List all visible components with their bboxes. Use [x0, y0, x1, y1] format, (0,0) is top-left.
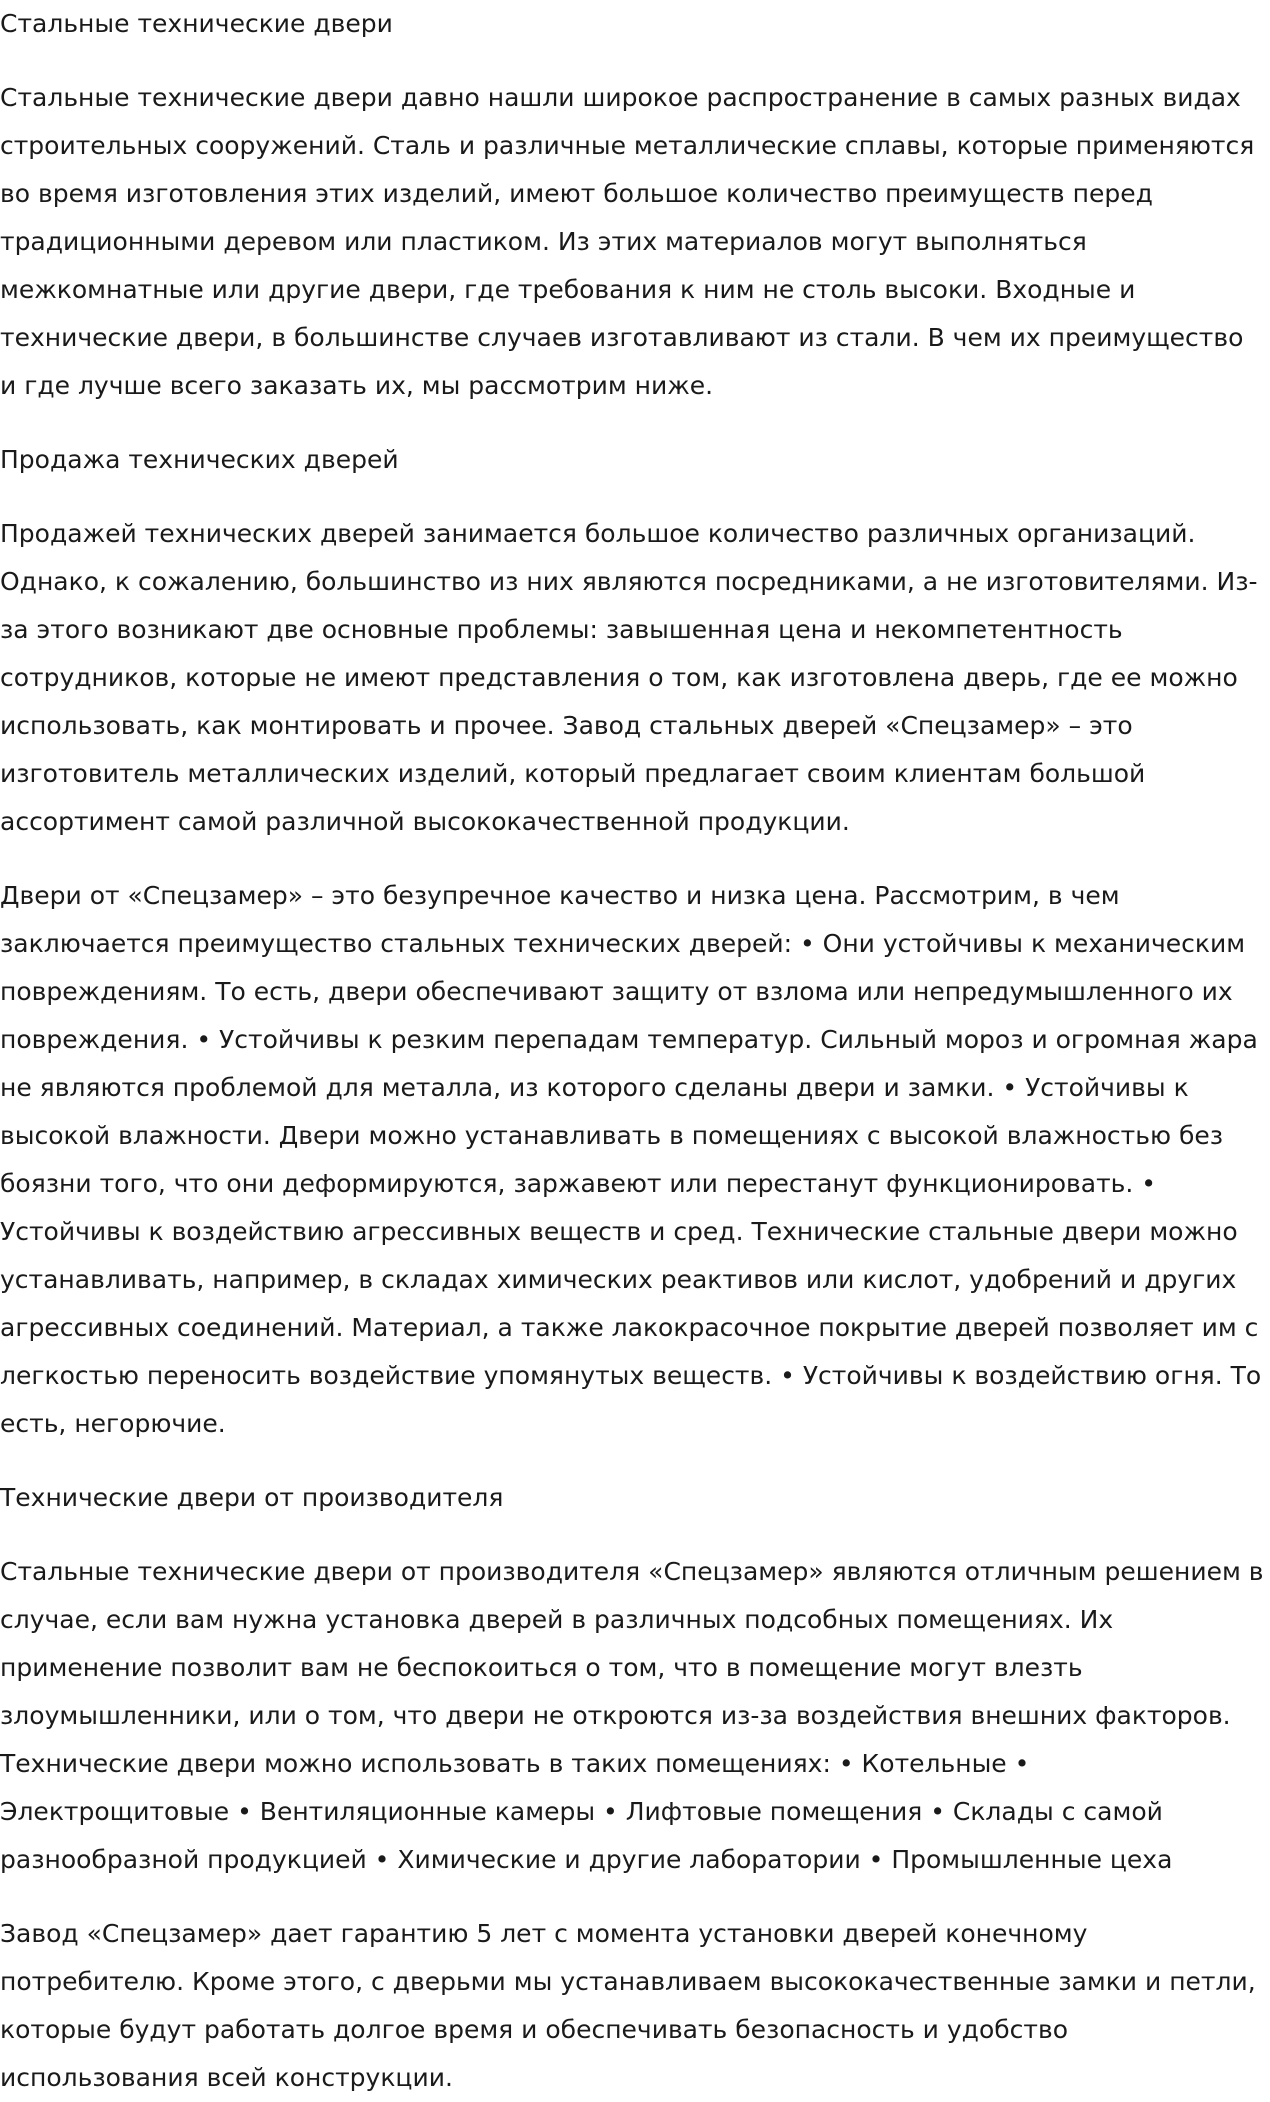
paragraph-intro: Стальные технические двери давно нашли широкое распространение в самых разных видах строительных сооружений. Сталь и различные металлические сплавы, которые применяются во время изготовления этих изделий, имеют большое количество преимуществ перед традиционными деревом или пластиком. Из этих материалов могут выполняться межкомнатные или другие двери, где требования к ним не столь высоки. Входные и технические двери, в большинстве случаев изготавливают из стали. В чем их преимущество и где лучше всего заказать их, мы рассмотрим ниже. [0, 83, 1255, 400]
section-heading-steel-doors: Стальные технические двери [0, 9, 393, 38]
paragraph-usage: Стальные технические двери от производителя «Спецзамер» являются отличным решением в случае, если вам нужна установка дверей в различных подсобных помещениях. Их применение позволит вам не беспокоиться о том, что в помещение могут влезть злоумышленники, или о том, что двери не откроются из-за воздействия внешних факторов. Технические двери можно использовать в таких помещениях: • Котельные • Электрощитовые • Вентиляционные камеры • Лифтовые помещения • Склады с самой разнообразной продукцией • Химические и другие лаборатории • Промышленные цеха [0, 1557, 1264, 1874]
section-heading-manufacturer: Технические двери от производителя [0, 1483, 504, 1512]
section-heading-sales: Продажа технических дверей [0, 445, 399, 474]
paragraph-warranty: Завод «Спецзамер» дает гарантию 5 лет с момента установки дверей конечному потребителю. Кроме этого, с дверьми мы устанавливаем высококачественные замки и петли, которые будут работать долгое время и обеспечивать безопасность и удобство использования всей конструкции. [0, 1919, 1256, 2092]
paragraph-sales: Продажей технических дверей занимается большое количество различных организаций. Однако, к сожалению, большинство из них являются посредниками, а не изготовителями. Из-за этого возникают две основные проблемы: завышенная цена и некомпетентность сотрудников, которые не имеют представления о том, как изготовлена дверь, где ее можно использовать, как монтировать и прочее. Завод стальных дверей «Спецзамер» – это изготовитель металлических изделий, который предлагает своим клиентам большой ассортимент самой различной высококачественной продукции. [0, 519, 1258, 836]
paragraph-advantages: Двери от «Спецзамер» – это безупречное качество и низка цена. Рассмотрим, в чем заключается преимущество стальных технических дверей: • Они устойчивы к механическим повреждениям. То есть, двери обеспечивают защиту от взлома или непредумышленного их повреждения. • Устойчивы к резким перепадам температур. Сильный мороз и огромная жара не являются проблемой для металла, из которого сделаны двери и замки. • Устойчивы к высокой влажности. Двери можно устанавливать в помещениях с высокой влажностью без боязни того, что они деформируются, заржавеют или перестанут функционировать. • Устойчивы к воздействию агрессивных веществ и сред. Технические стальные двери можно устанавливать, например, в складах химических реактивов или кислот, удобрений и других агрессивных соединений. Материал, а также лакокрасочное покрытие дверей позволяет им с легкостью переносить воздействие упомянутых веществ. • Устойчивы к воздействию огня. То есть, негорючие. [0, 881, 1262, 1438]
